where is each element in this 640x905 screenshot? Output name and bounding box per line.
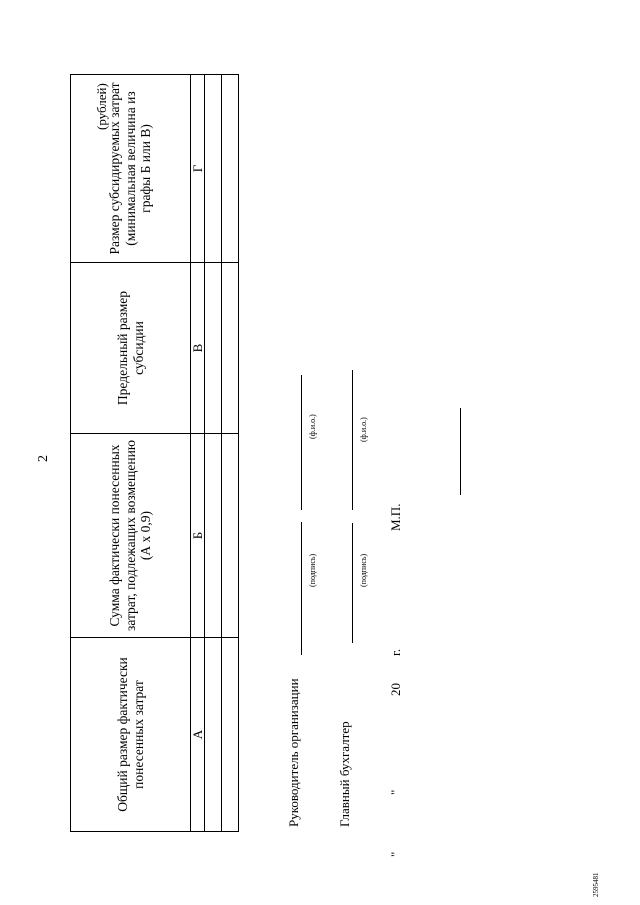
accountant-signature-line[interactable] (352, 523, 353, 643)
column-letter: В (191, 263, 205, 434)
column-letter: А (191, 638, 205, 832)
table-cell[interactable] (205, 75, 222, 263)
extra-line (460, 408, 461, 495)
column-letter: Г (191, 75, 205, 263)
table-row (222, 75, 239, 832)
chief-accountant-label: Главный бухгалтер (337, 721, 352, 827)
accountant-name-line[interactable] (352, 370, 353, 510)
table-header-row (71, 75, 191, 832)
head-of-organization-label: Руководитель организации (286, 678, 301, 827)
date-year-prefix: 20 (388, 683, 403, 696)
table-cell[interactable] (205, 434, 222, 638)
date-quote-close: " (388, 789, 403, 795)
head-signature-hint: (подпись) (308, 553, 317, 587)
table-letter-row (191, 75, 205, 832)
header-cell-b: Сумма фактически понесенных затрат, подлежащих возмещению (А х 0,9) (71, 434, 191, 638)
currency-unit: (рублей) (94, 83, 109, 130)
table-cell[interactable] (205, 638, 222, 832)
stamp-place-label: М.П. (388, 503, 403, 531)
header-cell-g: Размер субсидируемых затрат (минимальная величина из графы Б или В) (71, 75, 191, 263)
column-letter: Б (191, 434, 205, 638)
table-cell[interactable] (222, 638, 239, 832)
table-cell[interactable] (222, 434, 239, 638)
table-cell[interactable] (222, 75, 239, 263)
date-year-suffix: г. (388, 648, 403, 656)
table-cell[interactable] (205, 263, 222, 434)
date-quote-open: " (388, 851, 403, 857)
table-cell[interactable] (222, 263, 239, 434)
head-name-line[interactable] (301, 375, 302, 510)
document-code: 2595481 (592, 872, 600, 897)
accountant-name-hint: (ф.и.о.) (359, 417, 368, 442)
accountant-signature-hint: (подпись) (359, 553, 368, 587)
header-cell-v: Предельный размер субсидии (71, 263, 191, 434)
header-cell-a: Общий размер фактически понесенных затрат (71, 638, 191, 832)
cost-table (70, 74, 239, 832)
page-number: 2 (36, 455, 51, 462)
head-name-hint: (ф.и.о.) (308, 414, 317, 439)
head-signature-line[interactable] (301, 522, 302, 655)
table-row (205, 75, 222, 832)
